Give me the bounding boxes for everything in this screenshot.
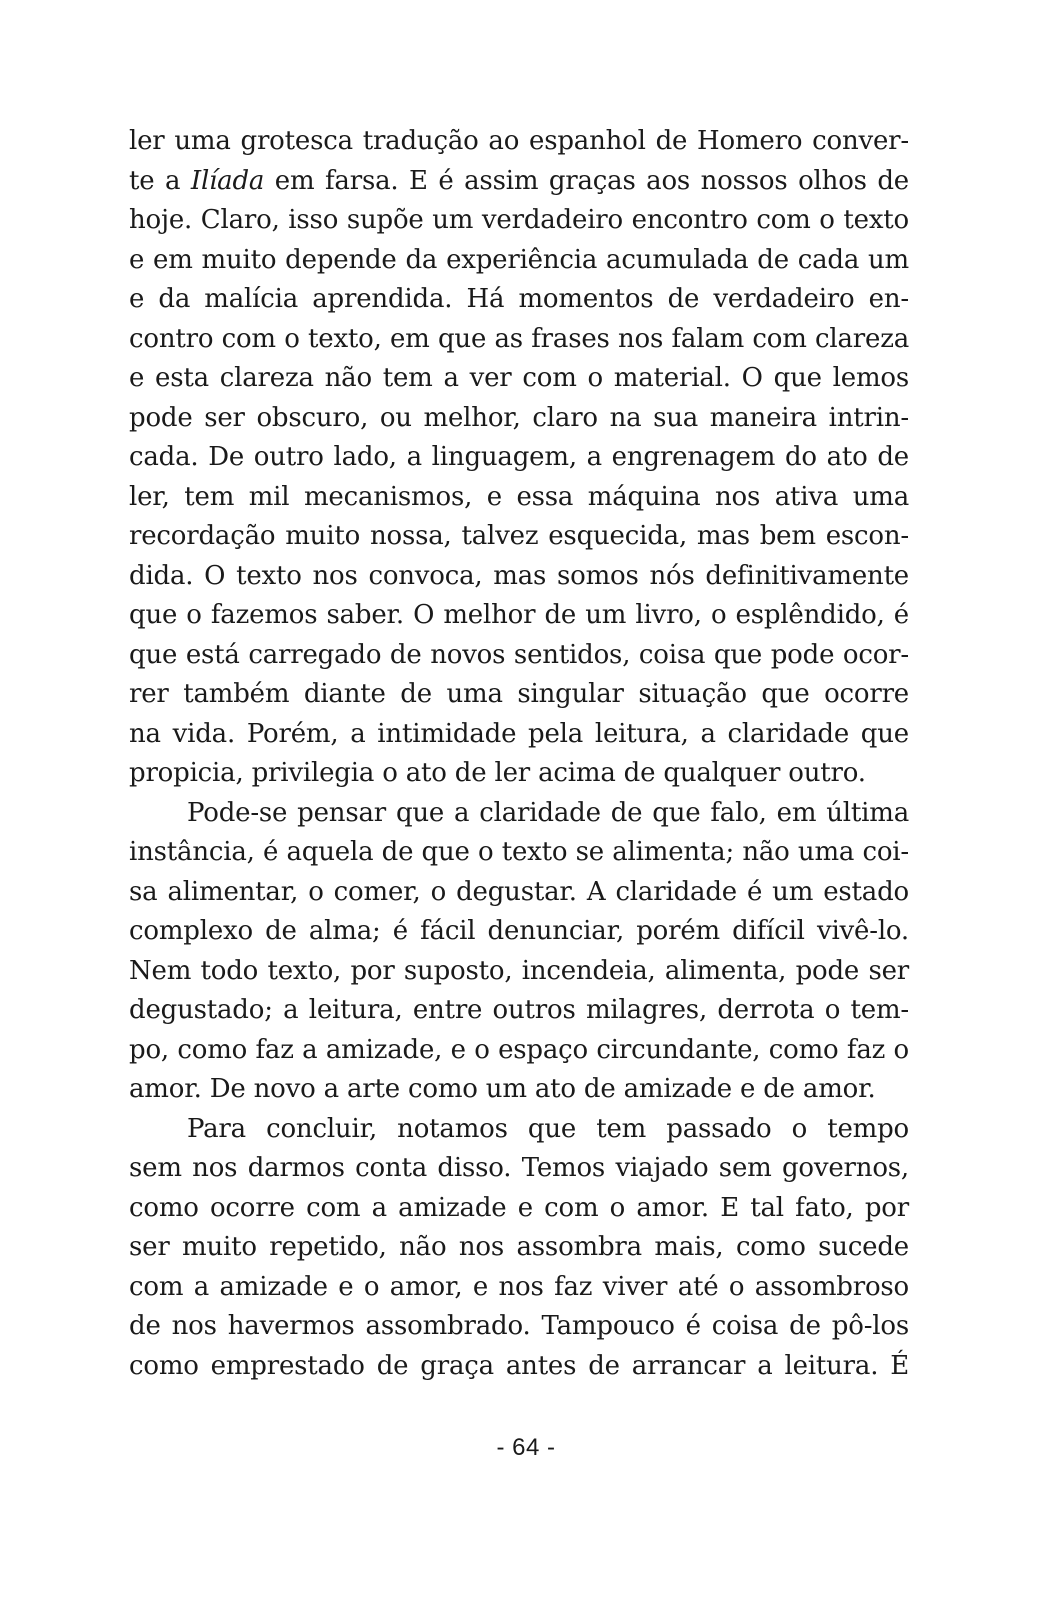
text-line [129,359,909,399]
line-text: rer também diante de uma singular situação que ocorre [129,679,909,709]
line-text: com a amizade e o amor, e nos faz viver até o assombroso [129,1271,909,1302]
text-line [129,1228,909,1268]
line-text: que o fazemos saber. O melhor de um livro, o esplêndido, é [129,600,909,630]
text-line [129,1149,909,1189]
text-line [129,794,909,834]
line-text: e esta clareza não tem a ver com o material. O que lemos [129,363,909,393]
line-text: Pode-se pensar que a claridade de que falo, em última [187,797,909,828]
line-text: instância, é aquela de que o texto se alimenta; não uma coi- [129,837,909,867]
text-line [129,833,909,873]
line-text: amor. De novo a arte como um ato de amizade e de amor. [129,1074,876,1104]
text-line [129,715,909,755]
line-text: ser muito repetido, não nos assombra mais, como sucede [129,1232,909,1262]
line-text: recordação muito nossa, talvez esquecida, mas bem escon- [129,521,909,551]
text-line [129,912,909,952]
line-text: te a [129,165,191,196]
text-line [129,478,909,518]
line-text: em farsa. E é assim graças aos nossos olhos de [264,165,909,196]
line-text: Nem todo texto, por suposto, incendeia, alimenta, pode ser [129,955,909,986]
text-line [129,1070,909,1110]
text-line [129,873,909,913]
text-line [129,1031,909,1071]
line-text: como ocorre com a amizade e com o amor. E tal fato, por [129,1192,909,1223]
line-text: ler uma grotesca tradução ao espanhol de Homero conver- [129,126,909,156]
text-line [129,675,909,715]
text-line [129,241,909,281]
line-text: Para concluir, notamos que tem passado o tempo [187,1113,909,1144]
text-line [129,1307,909,1347]
text-line [129,201,909,241]
text-line [129,280,909,320]
line-text: po, como faz a amizade, e o espaço circundante, como faz o [129,1034,909,1065]
text-line [129,1110,909,1150]
line-text: sa alimentar, o comer, o degustar. A claridade é um estado [129,876,909,907]
text-line [129,438,909,478]
paragraph [129,1110,909,1387]
paragraph [129,122,909,794]
line-text: que está carregado de novos sentidos, coisa que pode ocor- [129,639,909,670]
text-line [129,320,909,360]
line-text: sem nos darmos conta disso. Temos viajado sem governos, [129,1153,909,1183]
italic-title: Ilíada [190,165,265,196]
line-text: de nos havermos assombrado. Tampouco é coisa de pô-los [129,1311,909,1341]
text-line [129,991,909,1031]
text-line [129,1347,909,1387]
paragraph [129,794,909,1110]
line-text: pode ser obscuro, ou melhor, claro na sua maneira intrin- [129,402,909,433]
text-line [129,122,909,162]
text-line [129,1268,909,1308]
text-line [129,399,909,439]
text-line [129,754,909,794]
line-text: e em muito depende da experiência acumulada de cada um [129,244,909,275]
text-line [129,596,909,636]
text-line [129,636,909,676]
line-text: propicia, privilegia o ato de ler acima de qualquer outro. [129,758,866,788]
body-text [129,122,909,1386]
text-line [129,517,909,557]
line-text: como emprestado de graça antes de arrancar a leitura. É [129,1350,909,1381]
line-text: cada. De outro lado, a linguagem, a engrenagem do ato de [129,442,909,472]
line-text: ler, tem mil mecanismos, e essa máquina nos ativa uma [129,481,909,512]
text-line [129,952,909,992]
line-text: e da malícia aprendida. Há momentos de verdadeiro en- [129,284,909,314]
page-number: - 64 - [496,1434,556,1461]
line-text: contro com o texto, em que as frases nos falam com clareza [129,323,909,354]
text-line [129,557,909,597]
line-text: hoje. Claro, isso supõe um verdadeiro encontro com o texto [129,205,909,235]
line-text: complexo de alma; é fácil denunciar, porém difícil vivê-lo. [129,916,909,946]
line-text: degustado; a leitura, entre outros milagres, derrota o tem- [129,995,909,1025]
line-text: dida. O texto nos convoca, mas somos nós definitivamente [129,560,909,591]
text-line [129,162,909,202]
line-text: na vida. Porém, a intimidade pela leitura, a claridade que [129,718,909,749]
text-line [129,1189,909,1229]
